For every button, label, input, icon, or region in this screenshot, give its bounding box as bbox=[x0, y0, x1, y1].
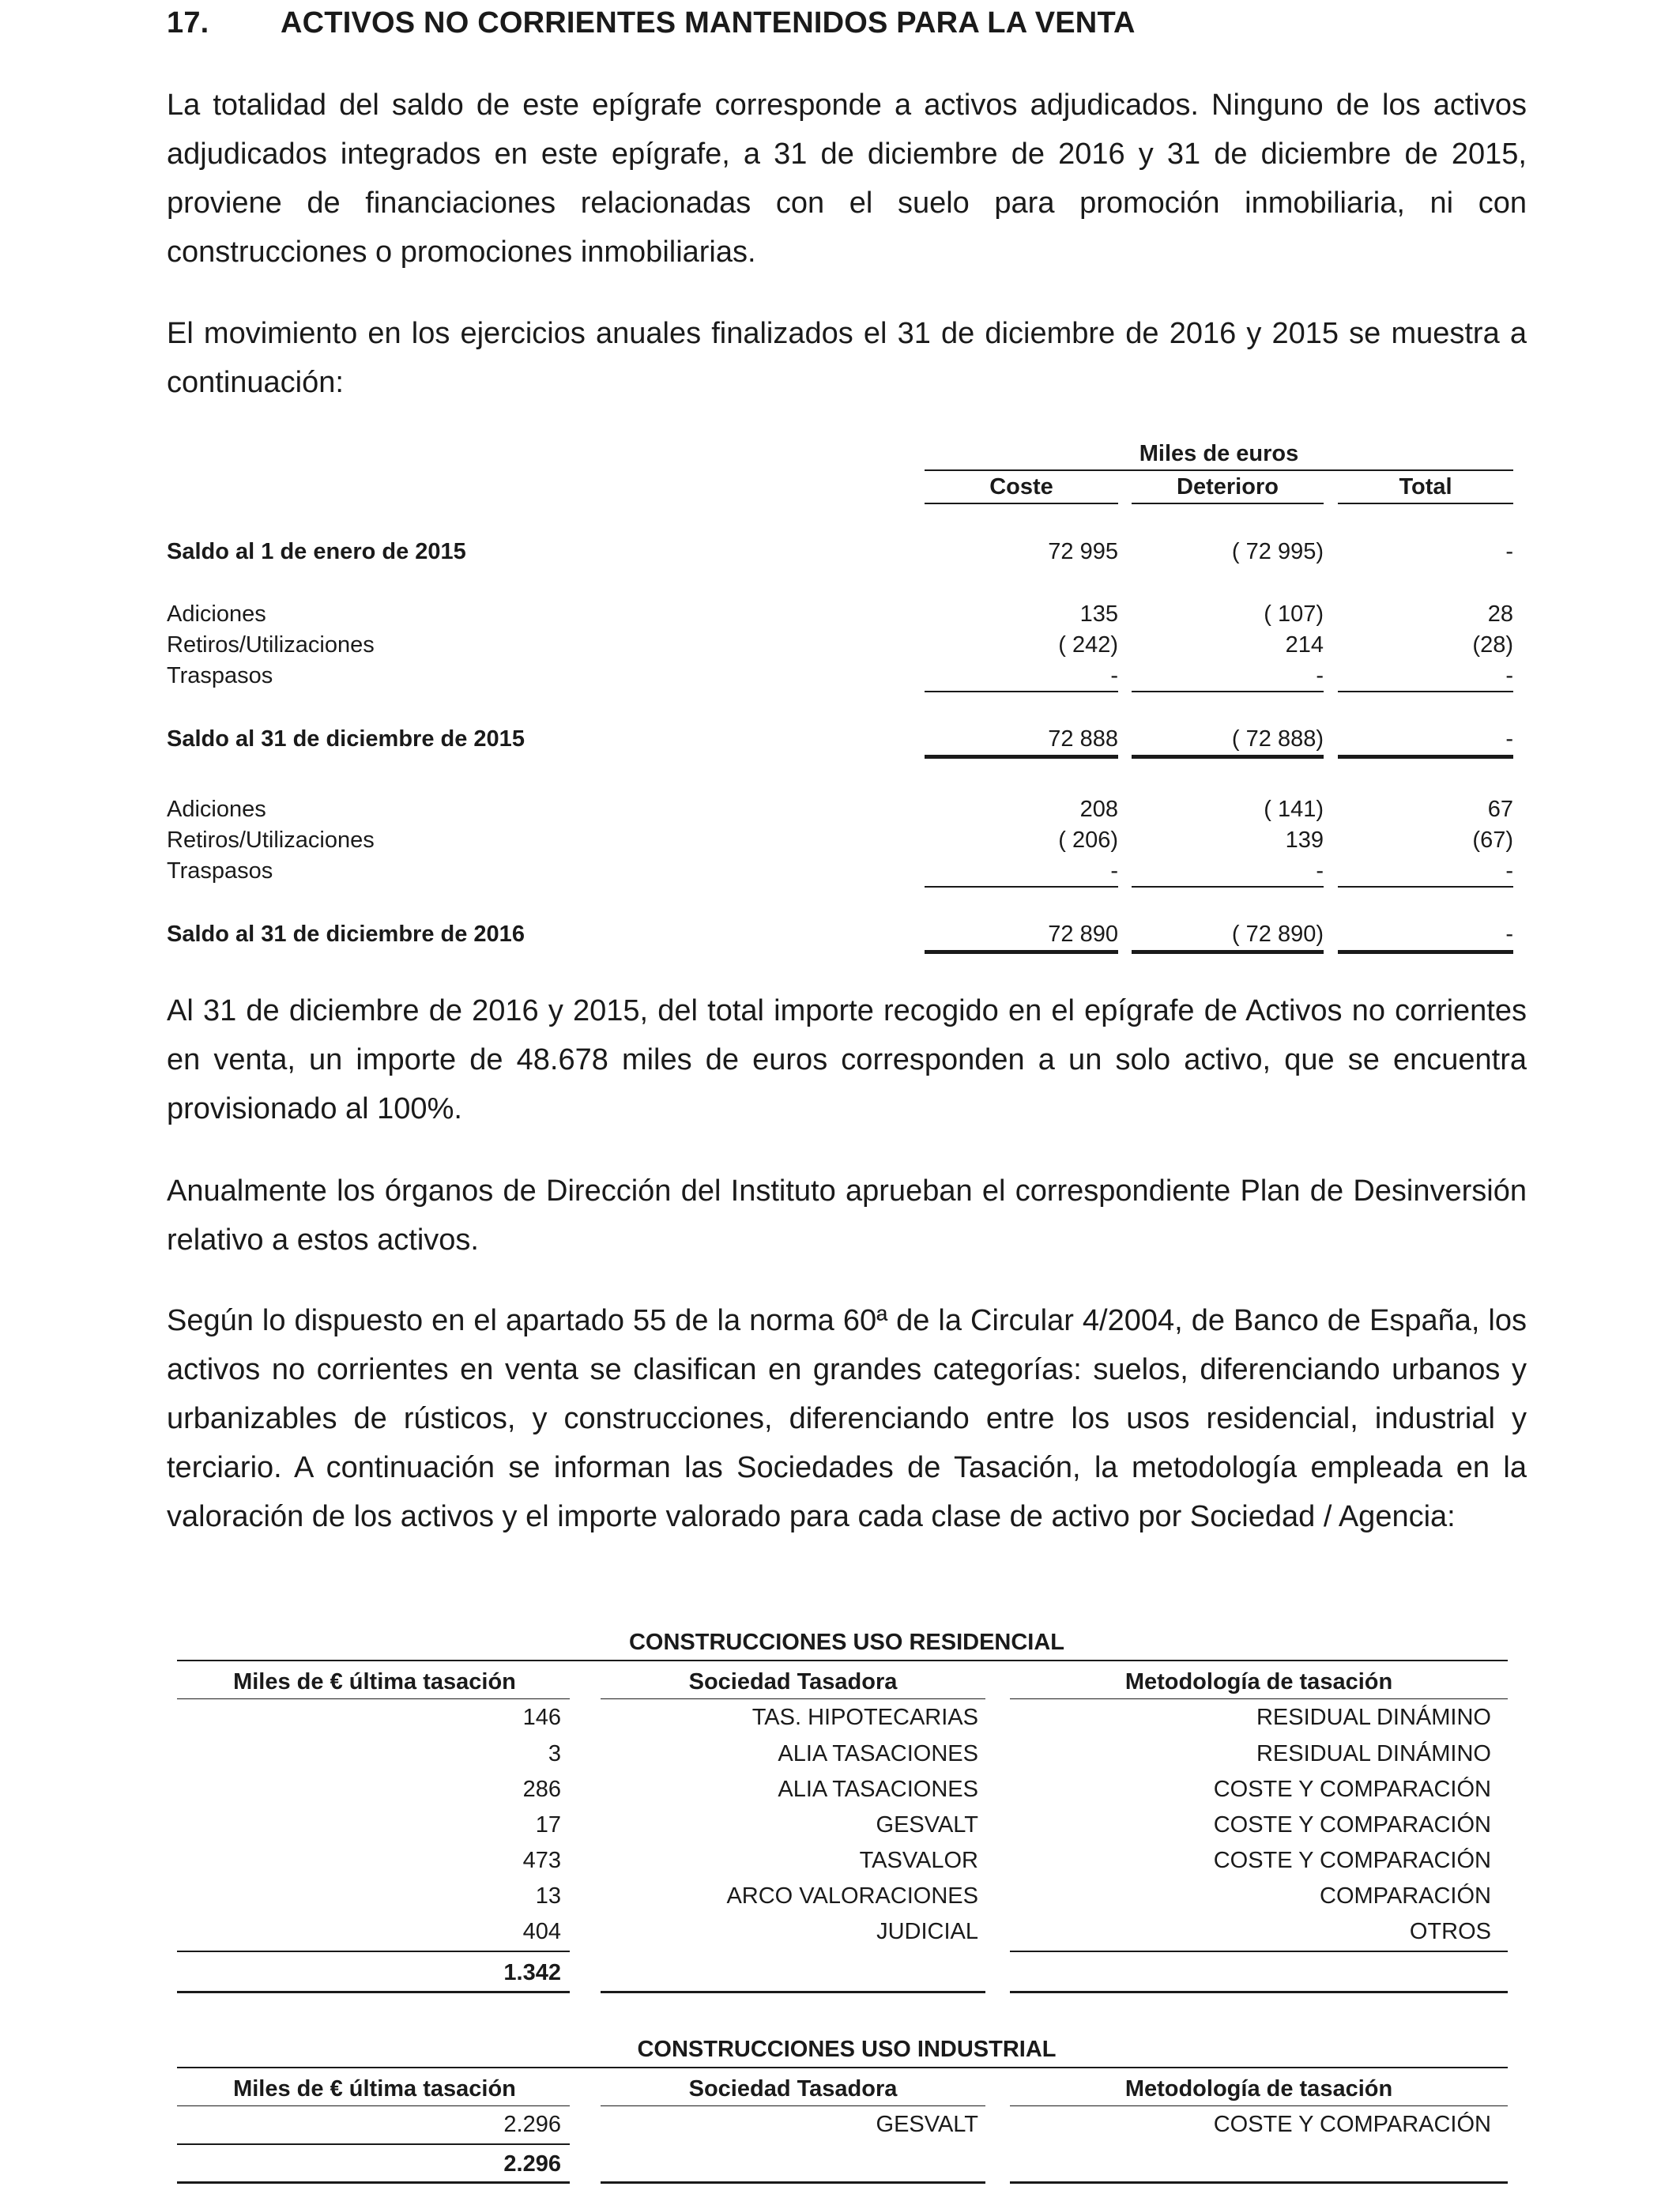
column-header-deterioro: Deterioro bbox=[1177, 474, 1279, 499]
total-rule bbox=[1010, 2181, 1508, 2184]
row-label: Adiciones bbox=[167, 797, 266, 822]
cell-amount: 13 bbox=[535, 1883, 561, 1909]
column-header-method: Metodología de tasación bbox=[1124, 2076, 1393, 2102]
cell-appraiser: JUDICIAL bbox=[876, 1919, 978, 1944]
table-total: 2.296 bbox=[503, 2151, 561, 2177]
column-rule bbox=[177, 1698, 570, 1699]
column-rule bbox=[1132, 503, 1324, 504]
cell-appraiser: TASVALOR bbox=[859, 1848, 978, 1873]
column-header-coste: Coste bbox=[989, 474, 1053, 499]
subtotal-rule bbox=[1132, 691, 1324, 692]
column-rule bbox=[177, 2105, 570, 2106]
table-total: 1.342 bbox=[503, 1960, 561, 1985]
subtotal-rule bbox=[1338, 691, 1513, 692]
cell-appraiser: TAS. HIPOTECARIAS bbox=[751, 1705, 978, 1730]
table-title: CONSTRUCCIONES USO RESIDENCIAL bbox=[628, 1630, 1065, 1655]
total-rule bbox=[1010, 1991, 1508, 1993]
row-label: Retiros/Utilizaciones bbox=[167, 632, 375, 658]
header-rule bbox=[925, 469, 1513, 471]
section-heading bbox=[167, 6, 1136, 40]
column-header-method: Metodología de tasación bbox=[1124, 1669, 1393, 1695]
header-rule bbox=[177, 1660, 1508, 1661]
paragraph-5: Según lo dispuesto en el apartado 55 de la norma 60ª de la Circular 4/2004, de Banco de España, los activos no corrientes en venta se clasifican en grandes categorías: suelos, diferenciando urbanos y urbanizables de rústicos, y construcciones, diferenciando entre los usos residencial, industrial y terciario. A continuación se informan las Sociedades de Tasación, la metodología empleada en la valoración de los activos y el importe valorado para cada clase de activo por Sociedad / Agencia: bbox=[167, 1304, 1527, 1533]
paragraph-3: Al 31 de diciembre de 2016 y 2015, del total importe recogido en el epígrafe de Activos no corrientes en venta, un importe de 48.678 miles de euros corresponden a un solo activo, que se encuentra provisionado al 100%. bbox=[167, 994, 1527, 1125]
cell-deterioro: ( 107) bbox=[1264, 601, 1324, 627]
column-header-amount: Miles de € última tasación bbox=[233, 2076, 516, 2102]
cell-total: - bbox=[1505, 726, 1513, 752]
cell-appraiser: ALIA TASACIONES bbox=[778, 1741, 978, 1766]
cell-coste: 72 890 bbox=[1048, 922, 1118, 947]
cell-deterioro: ( 72 890) bbox=[1231, 922, 1324, 947]
cell-method: COSTE Y COMPARACIÓN bbox=[1213, 2112, 1491, 2137]
paragraph-2: El movimiento en los ejercicios anuales finalizados el 31 de diciembre de 2016 y 2015 se muestra a continuación: bbox=[167, 317, 1527, 399]
column-header-amount: Miles de € última tasación bbox=[233, 1669, 516, 1695]
column-header-appraiser: Sociedad Tasadora bbox=[688, 1669, 898, 1695]
subtotal-rule bbox=[1338, 886, 1513, 888]
cell-coste: - bbox=[1110, 663, 1118, 688]
cell-total: - bbox=[1505, 922, 1513, 947]
cell-amount: 17 bbox=[535, 1812, 561, 1838]
cell-amount: 286 bbox=[522, 1777, 561, 1802]
column-rule bbox=[1010, 2105, 1508, 2106]
cell-deterioro: ( 72 888) bbox=[1231, 726, 1324, 752]
total-rule bbox=[925, 755, 1118, 759]
cell-appraiser: GESVALT bbox=[876, 2112, 978, 2137]
cell-deterioro: ( 141) bbox=[1264, 797, 1324, 822]
cell-deterioro: 139 bbox=[1285, 827, 1324, 853]
total-rule bbox=[177, 1991, 570, 1993]
cell-total: - bbox=[1505, 663, 1513, 688]
table-title: CONSTRUCCIONES USO INDUSTRIAL bbox=[637, 2037, 1057, 2062]
cell-coste: - bbox=[1110, 858, 1118, 884]
subtotal-rule bbox=[177, 1951, 570, 1952]
cell-amount: 404 bbox=[522, 1919, 561, 1944]
total-rule bbox=[601, 1991, 985, 1993]
cell-appraiser: ARCO VALORACIONES bbox=[726, 1883, 978, 1909]
cell-appraiser: GESVALT bbox=[876, 1812, 978, 1838]
paragraph-4: Anualmente los órganos de Dirección del Instituto aprueban el correspondiente Plan de Desinversión relativo a estos activos. bbox=[167, 1174, 1527, 1257]
column-rule bbox=[1010, 1698, 1508, 1699]
section-title: ACTIVOS NO CORRIENTES MANTENIDOS PARA LA VENTA bbox=[281, 6, 1136, 40]
cell-total: 67 bbox=[1487, 797, 1513, 822]
subtotal-rule bbox=[177, 2143, 570, 2145]
cell-deterioro: 214 bbox=[1285, 632, 1324, 658]
column-header-appraiser: Sociedad Tasadora bbox=[688, 2076, 898, 2102]
cell-deterioro: - bbox=[1316, 858, 1324, 884]
group-header: Miles de euros bbox=[1139, 441, 1299, 466]
cell-coste: 72 995 bbox=[1048, 539, 1118, 564]
row-label: Saldo al 1 de enero de 2015 bbox=[167, 539, 466, 564]
cell-amount: 3 bbox=[548, 1741, 561, 1766]
cell-total: 28 bbox=[1487, 601, 1513, 627]
column-header-total: Total bbox=[1399, 474, 1452, 499]
subtotal-rule bbox=[1132, 886, 1324, 888]
cell-total: - bbox=[1505, 539, 1513, 564]
cell-coste: 208 bbox=[1079, 797, 1118, 822]
total-rule bbox=[601, 2181, 985, 2184]
row-label: Adiciones bbox=[167, 601, 266, 627]
paragraph-1: La totalidad del saldo de este epígrafe corresponde a activos adjudicados. Ninguno de los activos adjudicados integrados en este epígrafe, a 31 de diciembre de 2016 y 31 de diciembre de 2015, proviene de financiaciones relacionadas con el suelo para promoción inmobiliaria, ni con construcciones o promociones inmobiliarias. bbox=[167, 89, 1527, 269]
section-number: 17. bbox=[167, 6, 209, 40]
cell-method: OTROS bbox=[1409, 1919, 1491, 1944]
cell-deterioro: - bbox=[1316, 663, 1324, 688]
column-rule bbox=[601, 2105, 985, 2106]
cell-coste: 135 bbox=[1079, 601, 1118, 627]
subtotal-rule bbox=[925, 691, 1118, 692]
column-rule bbox=[601, 1698, 985, 1699]
cell-amount: 2.296 bbox=[503, 2112, 561, 2137]
total-rule bbox=[1132, 755, 1324, 759]
total-rule bbox=[1338, 755, 1513, 759]
subtotal-rule bbox=[1010, 1951, 1508, 1952]
cell-method: COSTE Y COMPARACIÓN bbox=[1213, 1848, 1491, 1873]
cell-total: (67) bbox=[1472, 827, 1513, 853]
header-rule bbox=[177, 2067, 1508, 2068]
total-rule bbox=[177, 2181, 570, 2184]
column-rule bbox=[1338, 503, 1513, 504]
cell-coste: ( 242) bbox=[1058, 632, 1118, 658]
cell-method: COSTE Y COMPARACIÓN bbox=[1213, 1812, 1491, 1838]
row-label: Traspasos bbox=[167, 663, 273, 688]
cell-method: COSTE Y COMPARACIÓN bbox=[1213, 1777, 1491, 1802]
cell-method: COMPARACIÓN bbox=[1320, 1883, 1491, 1909]
cell-total: (28) bbox=[1472, 632, 1513, 658]
cell-method: RESIDUAL DINÁMINO bbox=[1256, 1705, 1491, 1730]
cell-appraiser: ALIA TASACIONES bbox=[778, 1777, 978, 1802]
row-label: Saldo al 31 de diciembre de 2015 bbox=[167, 726, 525, 752]
total-rule bbox=[1338, 950, 1513, 954]
cell-amount: 146 bbox=[522, 1705, 561, 1730]
cell-coste: 72 888 bbox=[1048, 726, 1118, 752]
total-rule bbox=[1132, 950, 1324, 954]
row-label: Traspasos bbox=[167, 858, 273, 884]
row-label: Retiros/Utilizaciones bbox=[167, 827, 375, 853]
subtotal-rule bbox=[925, 886, 1118, 888]
column-rule bbox=[925, 503, 1118, 504]
cell-method: RESIDUAL DINÁMINO bbox=[1256, 1741, 1491, 1766]
cell-coste: ( 206) bbox=[1058, 827, 1118, 853]
total-rule bbox=[925, 950, 1118, 954]
cell-total: - bbox=[1505, 858, 1513, 884]
row-label: Saldo al 31 de diciembre de 2016 bbox=[167, 922, 525, 947]
cell-amount: 473 bbox=[522, 1848, 561, 1873]
cell-deterioro: ( 72 995) bbox=[1231, 539, 1324, 564]
